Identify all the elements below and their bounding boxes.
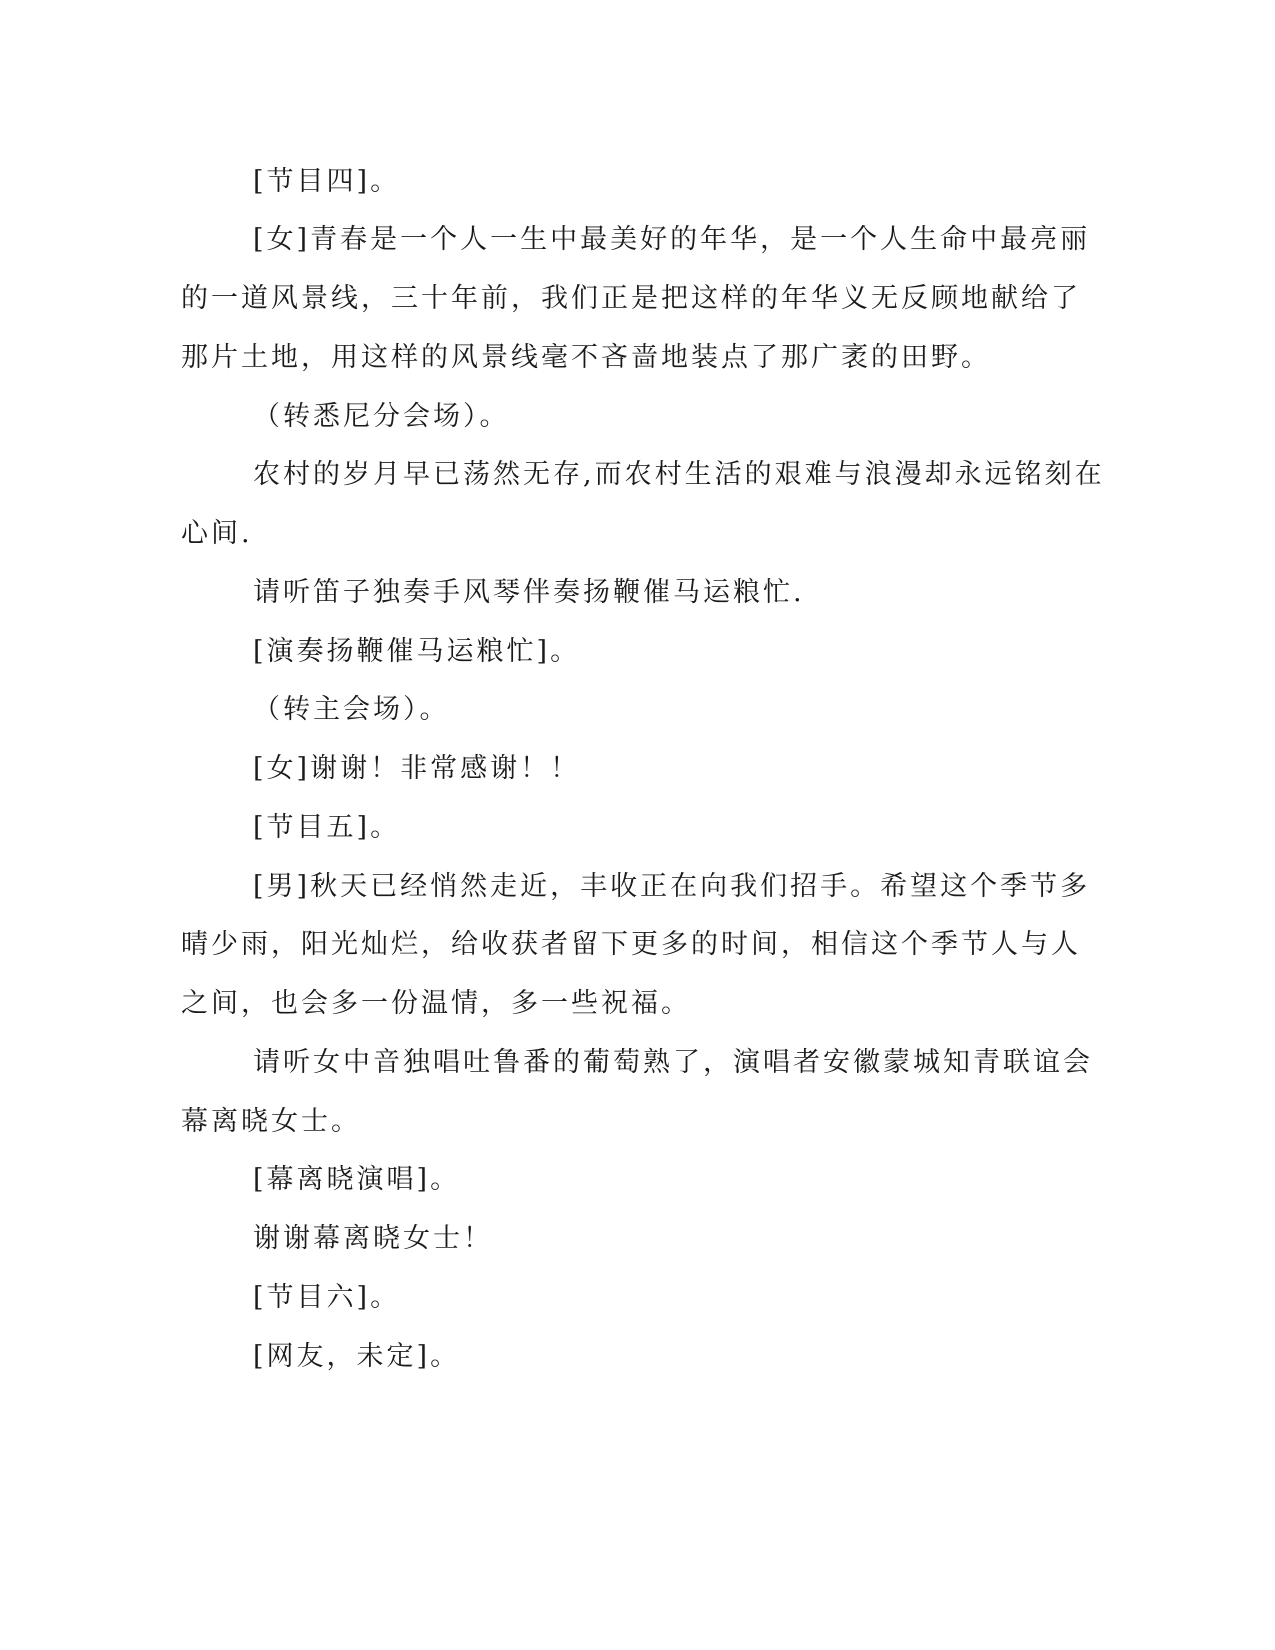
paragraph-line: 请听笛子独奏手风琴伴奏扬鞭催马运粮忙. [253,577,805,608]
paragraph-line: 的一道风景线，三十年前，我们正是把这样的年华义无反顾地献给了 [181,283,1081,314]
stage-direction: （转主会场）。 [253,694,450,725]
stage-direction: [幕离晓演唱]。 [253,1164,461,1195]
program-four-heading: [节目四]。 [253,166,401,197]
paragraph-line: [男]秋天已经悄然走近，丰收正在向我们招手。希望这个季节多 [253,871,1091,902]
paragraph-line: 心间. [181,518,253,549]
paragraph-line: 农村的岁月早已荡然无存,而农村生活的艰难与浪漫却永远铭刻在 [253,459,1105,490]
paragraph-line: 之间，也会多一份温情，多一些祝福。 [181,988,691,1019]
paragraph-line: 晴少雨，阳光灿烂，给收获者留下更多的时间，相信这个季节人与人 [181,929,1081,960]
paragraph-line: 请听女中音独唱吐鲁番的葡萄熟了，演唱者安徽蒙城知青联谊会 [253,1047,1093,1078]
stage-direction: [演奏扬鞭催马运粮忙]。 [253,636,581,667]
paragraph-line: 谢谢幕离晓女士！ [253,1223,493,1254]
paragraph-line: [女]谢谢！非常感谢！！ [253,753,581,784]
stage-direction: （转悉尼分会场）。 [253,401,510,432]
stage-direction: [网友，未定]。 [253,1341,461,1372]
program-five-heading: [节目五]。 [253,812,401,843]
program-six-heading: [节目六]。 [253,1282,401,1313]
paragraph-line: 那片土地，用这样的风景线毫不吝啬地装点了那广袤的田野。 [181,342,991,373]
paragraph-line: 幕离晓女士。 [181,1106,361,1137]
paragraph-line: [女]青春是一个人一生中最美好的年华，是一个人生命中最亮丽 [253,224,1091,255]
